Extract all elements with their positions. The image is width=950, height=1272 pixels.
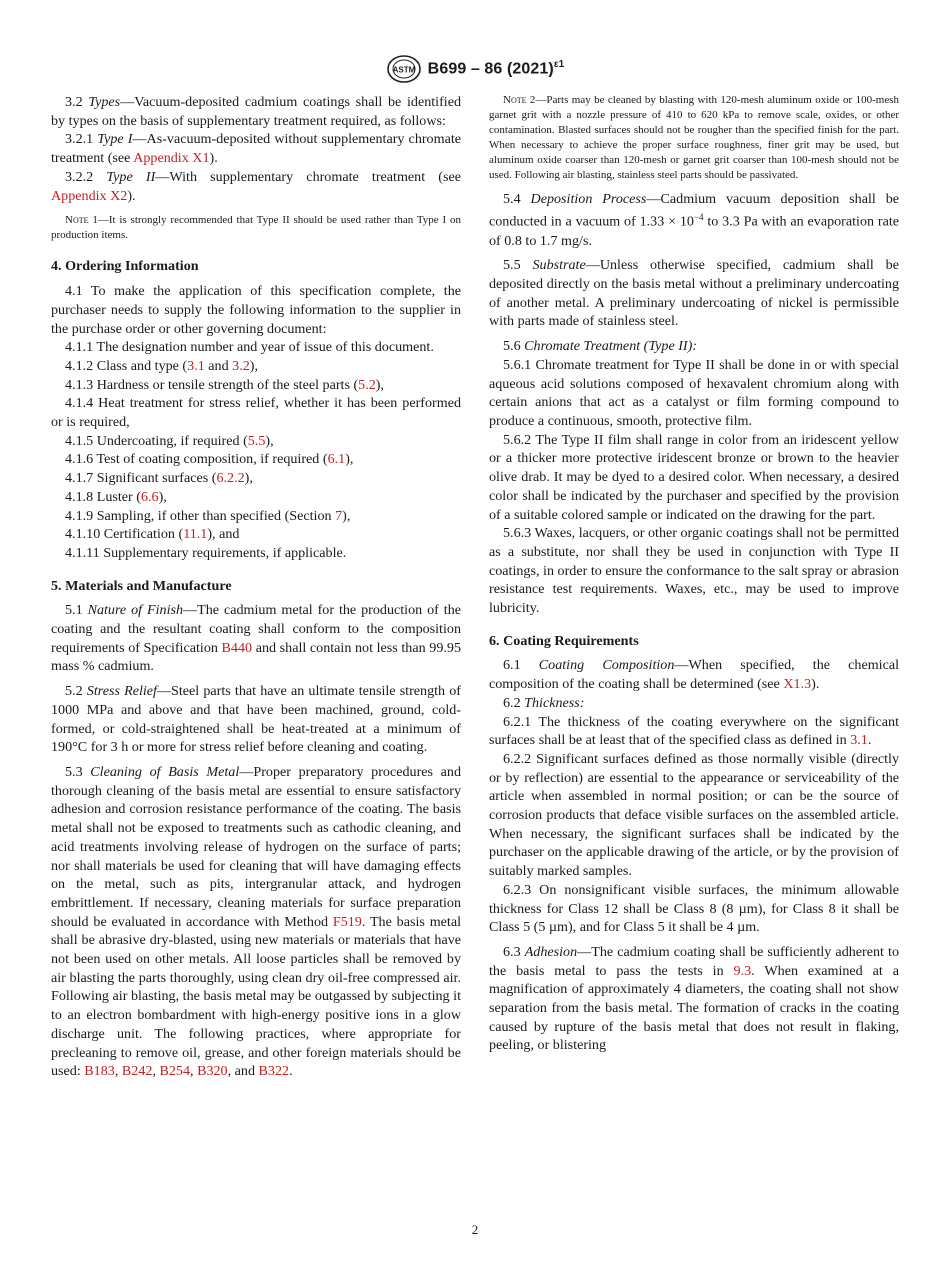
- section-6-2-1: 6.2.1 The thickness of the coating everywhere on the significant surfaces shall be at least that of the specified class as defined in 3.1.: [489, 713, 899, 749]
- link-b242[interactable]: B242: [121, 1063, 153, 1080]
- link-6-1[interactable]: 6.1: [327, 451, 346, 468]
- section-5-6-2: 5.6.2 The Type II film shall range in color from an iridescent yellow or a thicker more protective iridescent bronze or brown to the heavier olive drab. It may be dyed to a desired color. When necessary, a desired color shall be indicated by the purchaser and specified by the provision of a suitable colored sample or indicated on the drawing for the part.: [489, 431, 899, 523]
- heading-ordering-information: 4. Ordering Information: [51, 258, 199, 275]
- section-4-1-4: 4.1.4 Heat treatment for stress relief, whether it has been performed or is required,: [51, 395, 461, 431]
- section-6-3: 6.3 Adhesion—The cadmium coating shall be sufficiently adherent to the basis metal to pass the tests in 9.3. When examined at a magnification of approximately 4 diameters, the coating shall not show separation from the basis metal. The formation of cracks in the coating caused by rupture of the basis metal that does not result in flaking, peeling, or blistering: [489, 943, 899, 1054]
- astm-logo-icon: [386, 54, 422, 84]
- section-4-1-7: 4.1.7 Significant surfaces (6.2.2),: [65, 470, 253, 487]
- link-3-1[interactable]: 3.1: [187, 357, 205, 374]
- section-5-5: 5.5 Substrate—Unless otherwise specified, cadmium shall be deposited directly on the basis metal without a preliminary undercoating of another metal. A preliminary undercoating of nickel is permissible with parts made of stainless steel.: [489, 257, 899, 330]
- link-section-7[interactable]: 7: [335, 507, 343, 524]
- link-b322[interactable]: B322: [258, 1063, 290, 1080]
- section-4-1-9: 4.1.9 Sampling, if other than specified (Section 7),: [65, 507, 351, 524]
- section-5-3: 5.3 Cleaning of Basis Metal—Proper preparatory procedures and thorough cleaning of the basis metal are essential to ensure satisfactory adhesion and corrosion resistance performance of the coating. The basis metal shall not be exposed to treatments such as cathodic cleaning, and acid treatments involving release of hydrogen on the surface of parts; nor shall materials be used for cleaning that will have damaging effects on the metal, such as pits, intergranular attack, and hydrogen embrittlement. If necessary, cleaning materials for surface preparation should be evaluated in accordance with Method F519. The basis metal shall be abrasive dry-blasted, using new materials or materials that have not been used on other metals. All loose particles shall be removed by air blasting the parts thoroughly, using clean dry oil-free compressed air. Following air blasting, the basis metal may be outgassed by subjecting it to an electron bombardment with high-energy positive ions in a glow discharge unit. The following practices, where appropriate for precleaning to remove oil, grease, and other foreign materials should be used: B183, B242, B254, B320, and B322.: [51, 763, 461, 1080]
- section-5-6: 5.6 Chromate Treatment (Type II):: [503, 338, 698, 355]
- link-5-2[interactable]: 5.2: [358, 376, 376, 393]
- link-b183[interactable]: B183: [84, 1063, 115, 1080]
- heading-coating-requirements: 6. Coating Requirements: [489, 632, 639, 649]
- section-5-1: 5.1 Nature of Finish—The cadmium metal for the production of the coating and the resultant coating shall conform to the composition requirements of Specification B440 and shall contain not less than 99.95 mass % cadmium.: [51, 602, 462, 675]
- link-3-1-b[interactable]: 3.1: [850, 732, 868, 749]
- link-6-2-2[interactable]: 6.2.2: [216, 470, 245, 487]
- section-6-2-2: 6.2.2 Significant surfaces defined as those normally visible (directly or by reflection) are essential to the appearance or serviceability of the article when assembled in normal position; or can be the source of corrosion products that deface visible surfaces on the assembled article. When necessary, the significant surfaces shall be indicated by the purchaser on the applicable drawing of the article, or by the provision of suitably marked samples.: [489, 750, 899, 880]
- right-column: [489, 93, 899, 1055]
- section-4-1-1: 4.1.1 The designation number and year of issue of this document.: [65, 339, 434, 356]
- link-b320[interactable]: B320: [197, 1063, 228, 1080]
- section-3-2: 3.2 Types—Vacuum-deposited cadmium coatings shall be identified by types on the basis of supplementary treatment required, as follows:: [51, 94, 462, 129]
- section-6-2-3: 6.2.3 On nonsignificant visible surfaces, the minimum allowable thickness for Class 12 shall be Class 8 (8 µm), for Class 8 it shall be Class 5 (5 µm), and for Class 5 it shall be 4 µm.: [489, 881, 899, 936]
- section-4-1-11: 4.1.11 Supplementary requirements, if applicable.: [65, 544, 347, 561]
- section-5-4: 5.4 Deposition Process—Cadmium vacuum deposition shall be conducted in a vacuum of $1.33 \times 10^{-4}$ to 3.3 Pa with an evaporation rate of 0.8 to 1.7 mg/s.: [489, 190, 899, 249]
- epsilon-mark: ε1: [553, 59, 565, 71]
- link-3-2[interactable]: 3.2: [232, 357, 250, 374]
- document-designation: B699 – 86 $(2021)^{\varepsilon 1}$: [427, 59, 565, 78]
- section-3-2-2: 3.2.2 Type II—With supplementary chromate treatment (see Appendix X2).: [51, 168, 461, 204]
- page-number: 2: [471, 1222, 479, 1237]
- section-4-1-6: 4.1.6 Test of coating composition, if required (6.1),: [65, 451, 354, 468]
- section-5-2: 5.2 Stress Relief—Steel parts that have an ultimate tensile strength of 1000 MPa and above and that have been machined, ground, cold-formed, or cold-straightened shall be heat-treated at a minimum of 190°C for 3 h or more for stress relief before cleaning and coating.: [51, 683, 461, 756]
- section-4-1-10: 4.1.10 Certification (11.1), and: [65, 526, 240, 543]
- note-1: Note 1—It is strongly recommended that Type II should be used rather than Type I on production items.: [51, 214, 462, 242]
- section-6-1: 6.1 Coating Composition—When specified, the chemical composition of the coating shall be determined (see X1.3).: [489, 657, 900, 693]
- link-x1-3[interactable]: X1.3: [783, 676, 812, 693]
- link-9-3[interactable]: 9.3: [733, 962, 752, 979]
- section-4-1-5: 4.1.5 Undercoating, if required (5.5),: [65, 432, 274, 449]
- left-column: [51, 93, 461, 1081]
- section-4-1: 4.1 To make the application of this specification complete, the purchaser needs to supply the following information to the supplier in the purchase order or other governing document:: [51, 283, 461, 337]
- link-6-6[interactable]: 6.6: [140, 488, 159, 505]
- astm-logo-text: ASTM: [392, 65, 416, 75]
- section-4-1-8: 4.1.8 Luster (6.6),: [65, 488, 167, 505]
- section-5-6-3: 5.6.3 Waxes, lacquers, or other organic coatings shall not be permitted as a substitute, nor shall they be used in conjunction with Type II coatings, in order to ensure the conformance to the salt spray or abrasion resistance test requirements. Waxes, etc., may be used to improve lubricity.: [489, 525, 899, 617]
- heading-materials-and-manufacture: 5. Materials and Manufacture: [51, 577, 232, 594]
- link-b440[interactable]: B440: [221, 639, 253, 656]
- section-3-2-1: 3.2.1 Type I—As-vacuum-deposited without supplementary chromate treatment (see Appendix X1).: [51, 131, 461, 167]
- link-appendix-x2[interactable]: Appendix X2: [51, 187, 128, 204]
- section-5-6-1: 5.6.1 Chromate treatment for Type II shall be done in or with special aqueous acid solutions composed of hexavalent chromium along with certain anions that act as a catalyst or film forming compound to produce a continuous, smooth, protective film.: [489, 356, 899, 429]
- note-2: Note 2—Parts may be cleaned by blasting with 120-mesh aluminum oxide or 100-mesh garnet grit with a nozzle pressure of 410 to 620 kPa to remove scale, oxides, or other contamination. Blasted surfaces should not be rougher than the specified finish for the part. When necessary to achieve the proper surface roughness, finer grit may be used, but aluminum oxide coarser than 120-mesh or garnet grit coarser than 100-mesh should not be used. Following air blasting, stainless steel parts should be passivated.: [489, 94, 899, 182]
- link-11-1[interactable]: 11.1: [183, 526, 208, 543]
- link-appendix-x1[interactable]: Appendix X1: [133, 150, 210, 167]
- link-5-5[interactable]: 5.5: [247, 432, 266, 449]
- link-f519[interactable]: F519: [332, 913, 362, 930]
- section-4-1-3: 4.1.3 Hardness or tensile strength of the steel parts (5.2),: [65, 376, 384, 393]
- link-b254[interactable]: B254: [159, 1063, 191, 1080]
- section-4-1-2: 4.1.2 Class and type (3.1 and 3.2),: [65, 357, 259, 374]
- section-6-2: 6.2 Thickness:: [503, 694, 585, 711]
- page-header: [0, 52, 950, 86]
